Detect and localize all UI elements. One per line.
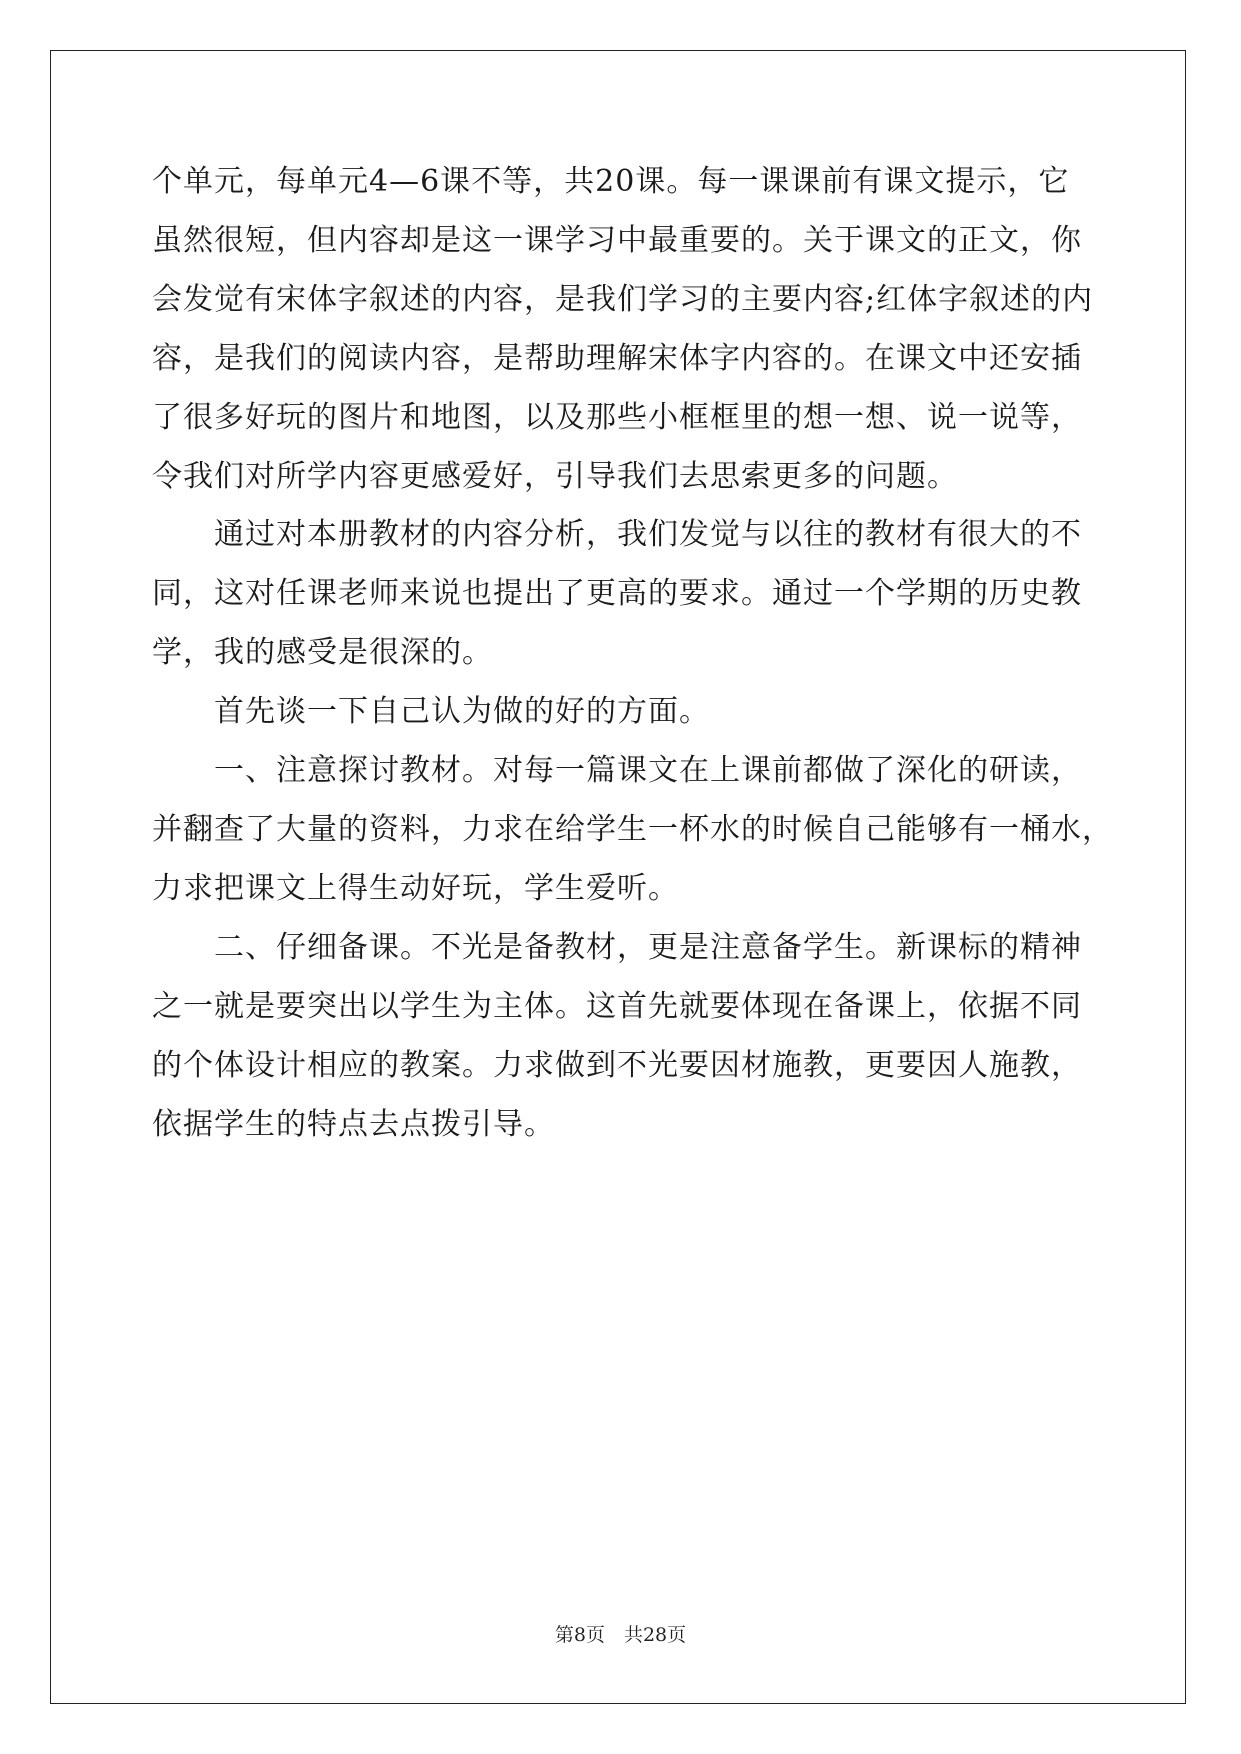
text-line: 通过对本册教材的内容分析，我们发觉与以往的教材有很大的不 bbox=[152, 517, 1082, 552]
text-line: 学，我的感受是很深的。 bbox=[152, 635, 493, 670]
text-line: 之一就是要突出以学生为主体。这首先就要体现在备课上，依据不同 bbox=[152, 989, 1082, 1024]
text-line: 依据学生的特点去点拨引导。 bbox=[152, 1107, 555, 1142]
text-line: 二、仔细备课。不光是备教材，更是注意备学生。新课标的精神 bbox=[152, 930, 1082, 965]
text-line: 个单元，每单元4—6课不等，共20课。每一课课前有课文提示，它 bbox=[152, 164, 1070, 199]
text-line: 了很多好玩的图片和地图，以及那些小框框里的想一想、说一说等， bbox=[152, 400, 1082, 435]
text-line: 令我们对所学内容更感爱好，引导我们去思索更多的问题。 bbox=[152, 459, 958, 494]
text-line: 一、注意探讨教材。对每一篇课文在上课前都做了深化的研读， bbox=[152, 753, 1082, 788]
text-line: 虽然很短，但内容却是这一课学习中最重要的。关于课文的正文，你 bbox=[152, 223, 1082, 258]
text-line: 的个体设计相应的教案。力求做到不光要因材施教，更要因人施教， bbox=[152, 1048, 1082, 1083]
text-line: 容，是我们的阅读内容，是帮助理解宋体字内容的。在课文中还安插 bbox=[152, 341, 1082, 376]
text-line: 同，这对任课老师来说也提出了更高的要求。通过一个学期的历史教 bbox=[152, 576, 1082, 611]
text-line: 力求把课文上得生动好玩，学生爱听。 bbox=[152, 871, 679, 906]
page-footer: 第8页 共28页 bbox=[554, 1624, 687, 1646]
text-line: 并翻查了大量的资料，力求在给学生一杯水的时候自己能够有一桶水， bbox=[152, 812, 1113, 847]
text-line: 首先谈一下自己认为做的好的方面。 bbox=[152, 694, 710, 729]
text-line: 会发觉有宋体字叙述的内容，是我们学习的主要内容;红体字叙述的内 bbox=[152, 282, 1094, 317]
